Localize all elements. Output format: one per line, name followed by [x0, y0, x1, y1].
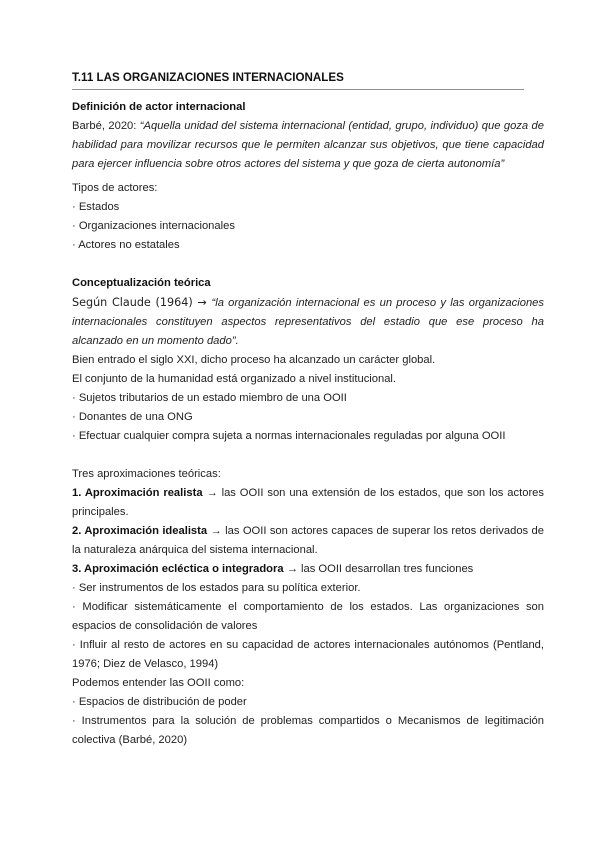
- approach-1-text: → las OOII son una extensión de los estados, que son los actores principales.: [72, 487, 544, 518]
- approach-3: [72, 560, 544, 579]
- function-1: · Ser instrumentos de los estados para su política exterior.: [72, 582, 361, 594]
- concept-heading: Conceptualización teórica: [72, 277, 211, 289]
- definition-source: Barbé, 2020:: [72, 120, 140, 132]
- approach-2-text: → las OOII son actores capaces de superar los retos derivados de la naturaleza anárquica del sistema internacional.: [72, 525, 544, 556]
- title-divider: [72, 89, 524, 90]
- type-item-estados: · Estados: [72, 201, 120, 213]
- understand-1: · Espacios de distribución de poder: [72, 696, 247, 708]
- definition-quote: “Aquella unidad del sistema internacional (entidad, grupo, individuo) que goza de habilidad para movilizar recursos que le permiten alcanzar sus objetivos, que tiene capacidad para ejercer influencia sobre otros actores del sistema y que goza de cierta autonomía”: [72, 120, 544, 170]
- page-title: T.11 LAS ORGANIZACIONES INTERNACIONALES: [72, 71, 344, 84]
- approaches-intro: Tres aproximaciones teóricas:: [72, 468, 221, 480]
- document-page: [72, 68, 544, 750]
- concept-line-2: El conjunto de la humanidad está organizado a nivel institucional.: [72, 373, 397, 385]
- concept-bullet-1: · Sujetos tributarios de un estado miembro de una OOII: [72, 392, 347, 404]
- type-item-no-estatales: · Actores no estatales: [72, 239, 180, 251]
- approach-2-label: 2. Aproximación idealista: [72, 525, 208, 537]
- approach-1-label: 1. Aproximación realista: [72, 487, 203, 499]
- approach-2: [72, 522, 544, 560]
- understand-intro: Podemos entender las OOII como:: [72, 677, 245, 689]
- concept-quote: “la organización internacional es un proceso y las organizaciones internacionales constituyen aspectos representativos del estadio que ese proceso ha alcanzado en un momento dado”.: [72, 297, 544, 347]
- approach-1: [72, 484, 544, 522]
- concept-source: Según Claude (1964) →: [72, 296, 212, 309]
- concept-paragraph: [72, 293, 544, 351]
- function-2: · Modificar sistemáticamente el comportamiento de los estados. Las organizaciones son espacios de consolidación de valores: [72, 601, 544, 632]
- concept-line-1: Bien entrado el siglo XXI, dicho proceso ha alcanzado un carácter global.: [72, 354, 436, 366]
- concept-bullet-3: · Efectuar cualquier compra sujeta a normas internacionales reguladas por alguna OOII: [72, 430, 506, 442]
- concept-bullet-2: · Donantes de una ONG: [72, 411, 193, 423]
- definition-paragraph: [72, 117, 544, 174]
- understand-2: · Instrumentos para la solución de problemas compartidos o Mecanismos de legitimación colectiva (Barbé, 2020): [72, 715, 544, 746]
- function-3: · Influir al resto de actores en su capacidad de actores internacionales autónomos (Pentland, 1976; Diez de Velasco, 1994): [72, 639, 544, 670]
- approach-3-label: 3. Aproximación ecléctica o integradora: [72, 563, 284, 575]
- types-intro: Tipos de actores:: [72, 182, 158, 194]
- type-item-organizaciones: · Organizaciones internacionales: [72, 220, 235, 232]
- approach-3-text: → las OOII desarrollan tres funciones: [283, 563, 474, 575]
- definition-heading: Definición de actor internacional: [72, 101, 246, 113]
